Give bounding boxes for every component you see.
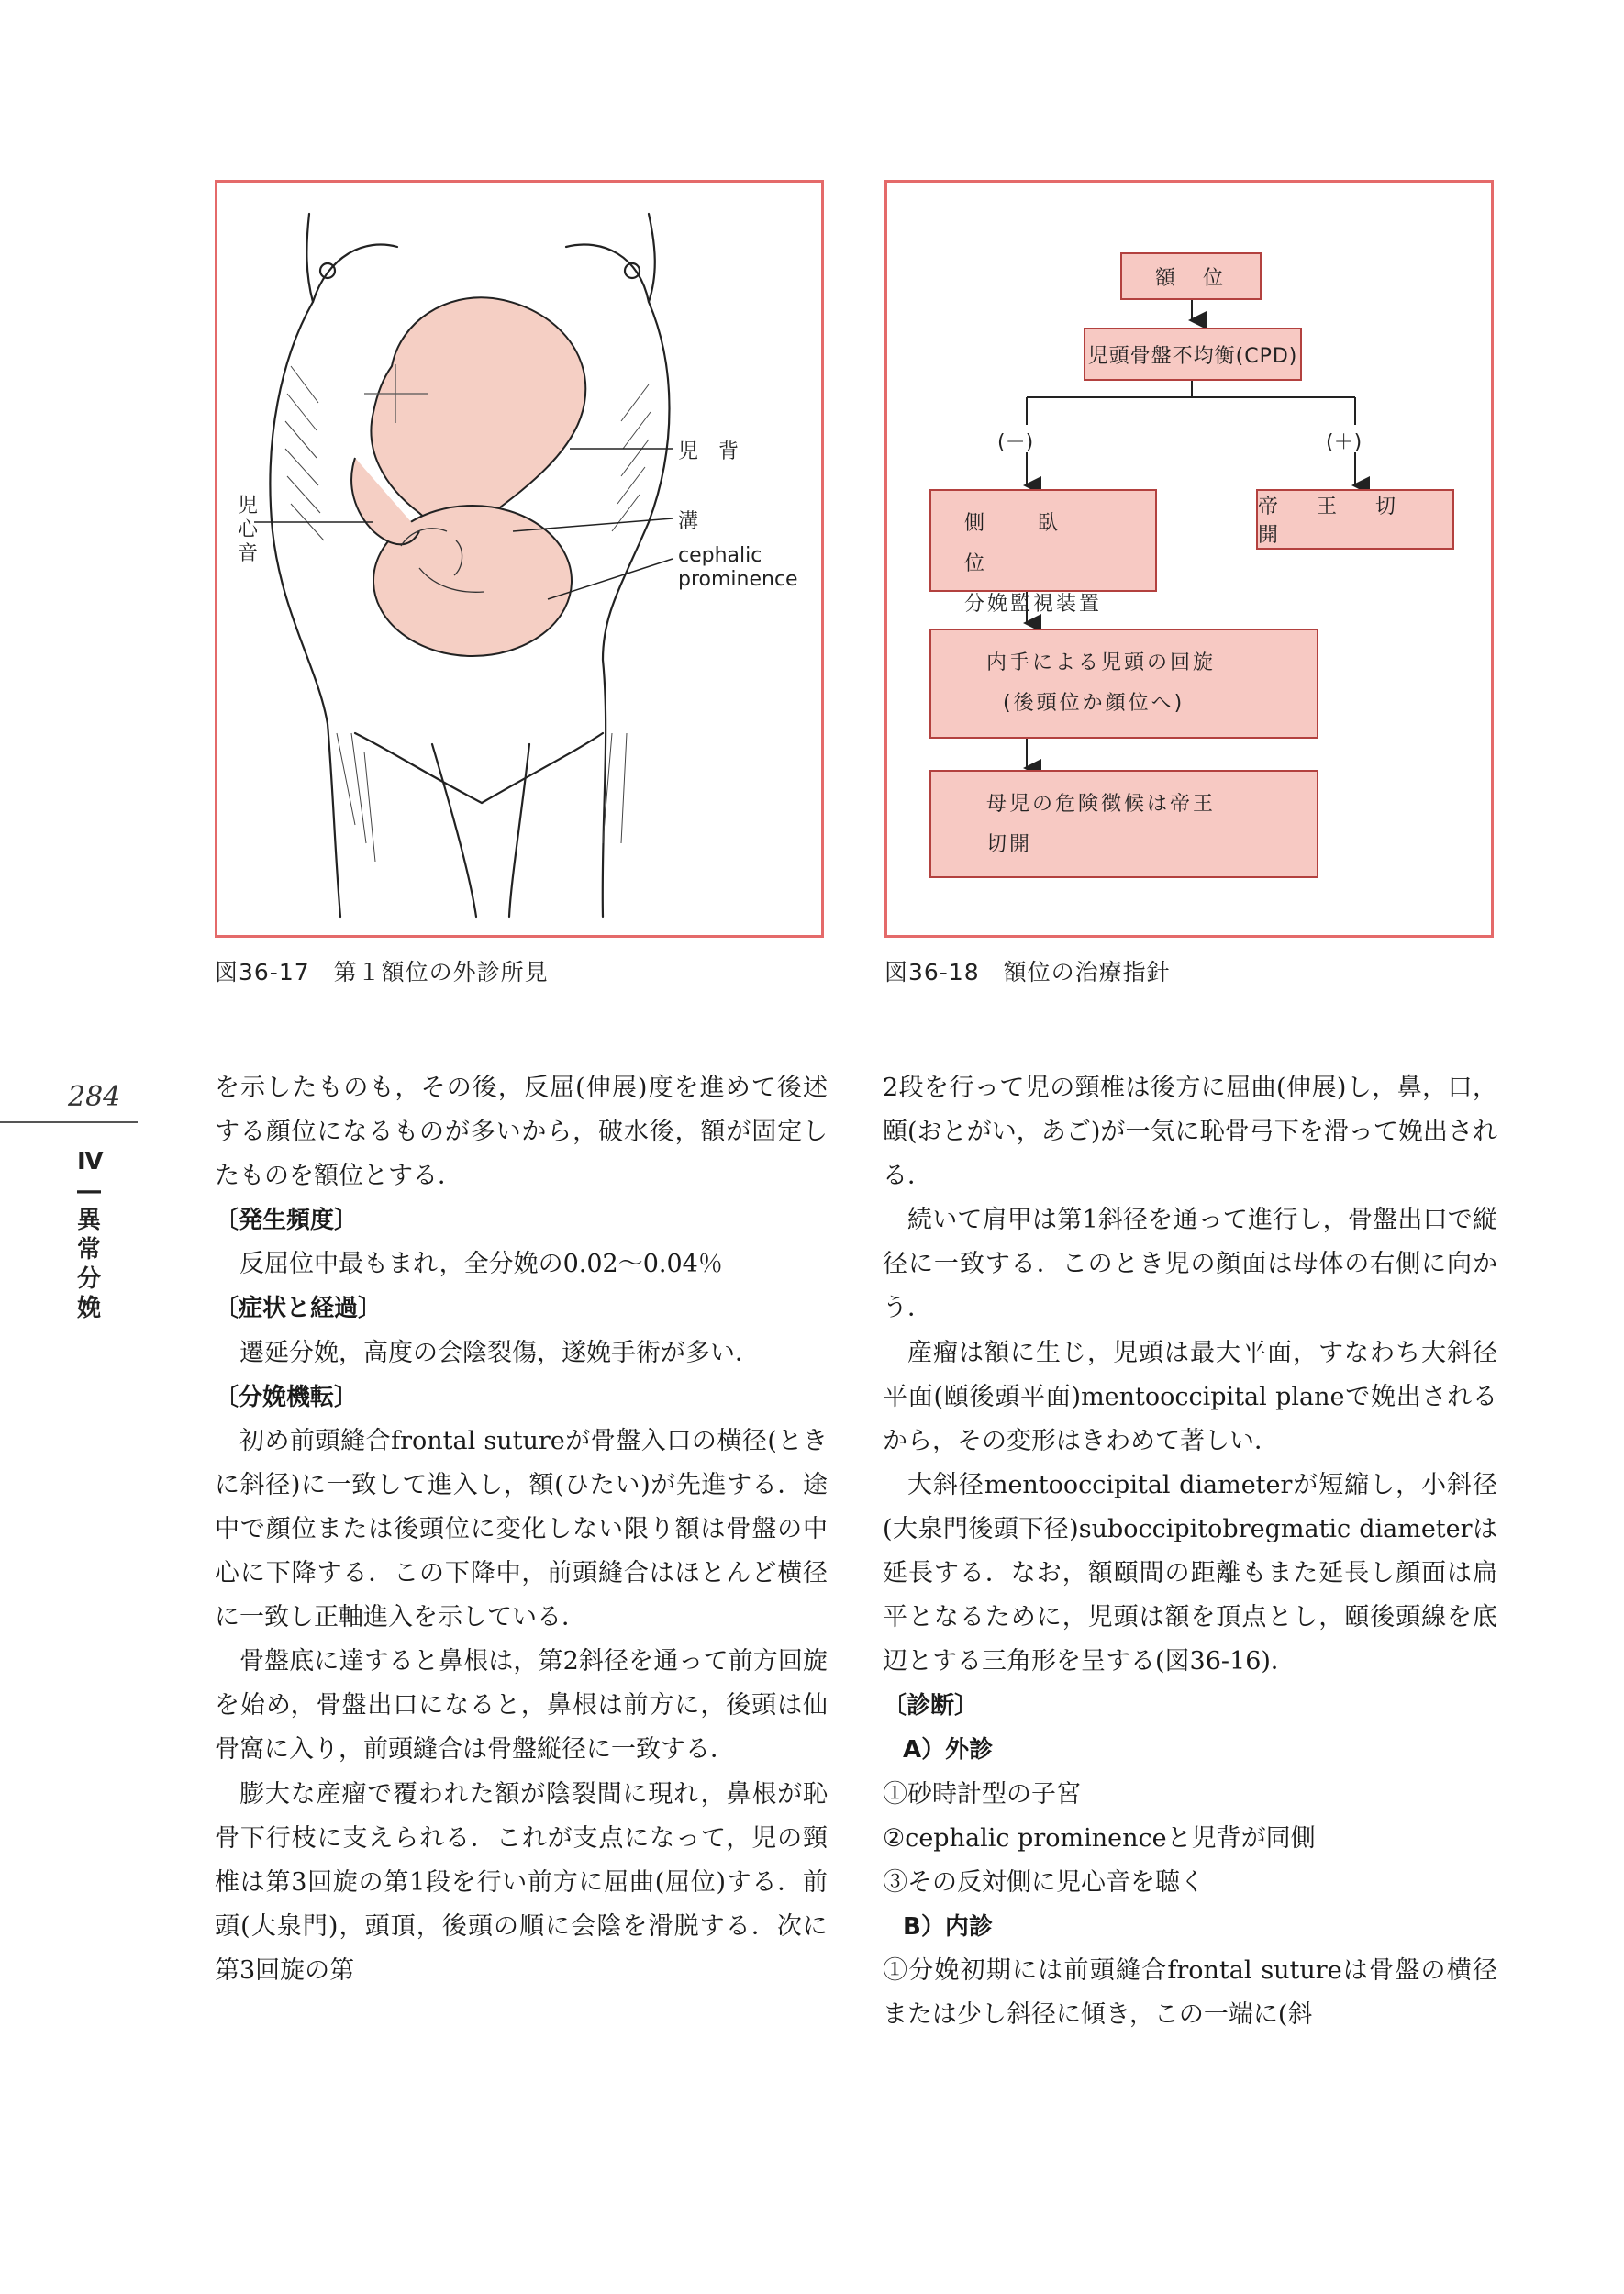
external-item-2: ②cephalic prominenceと児背が同側 [883, 1823, 1316, 1853]
flow-box-brow-presentation-text: 額 位 [1154, 266, 1227, 290]
heading-internal-exam: B）内診 [903, 1912, 993, 1941]
left-column [215, 1066, 828, 1993]
internal-item-1: ①分娩初期には前頭縫合frontal sutureは骨盤の横径または少し斜径に傾き，この一端に(斜 [883, 1955, 1497, 2029]
figure-36-17-frame [215, 180, 824, 938]
paragraph-mechanism-3: 膨大な産瘤で覆われた額が陰裂間に現れ，鼻根が恥骨下行枝に支えられる．これが支点になって，児の頸椎は第3回旋の第1段を行い前方に屈曲(屈位)する．前頭(大泉門)，頭頂，後頭の順に会陰を滑脱する．次に第3回旋の第 [215, 1779, 828, 1985]
flow-box-cpd-text: 児頭骨盤不均衡(CPD) [1087, 344, 1298, 368]
margin-rule [0, 1121, 138, 1123]
flow-box-cesarean [1256, 489, 1454, 550]
figure-36-18-frame [884, 180, 1494, 938]
flow-box-danger-line1: 母児の危険徴候は帝王 [986, 793, 1217, 816]
right-column [883, 1066, 1497, 2037]
flow-box-lateral-line1: 側 臥 位 [964, 512, 1112, 575]
label-cephalic: cephalic [678, 544, 762, 567]
paragraph-mechanism-2: 骨盤底に達すると鼻根は，第2斜径を通って前方回旋を始め，骨盤出口になると，鼻根は前方に，後頭は仙骨窩に入り，前頭縫合は骨盤縦径に一致する． [215, 1647, 828, 1765]
paragraph-diameters: 大斜径mentooccipital diameterが短縮し，小斜径(大泉門後頭下径)suboccipitobregmatic diameterは延長する．なお，額頤間の距離もまた延長し顔面は扁平となるために，児頭は額を頂点とし，頤後頭線を底辺とする三角形を呈する(図36-16)． [883, 1470, 1497, 1676]
heading-mechanism: 〔分娩機転〕 [215, 1383, 359, 1411]
label-fetal-back: 児 背 [678, 440, 740, 463]
external-item-1: ①砂時計型の子宮 [883, 1779, 1081, 1809]
external-item-3: ③その反対側に児心音を聴く [883, 1867, 1205, 1897]
page-number: 284 [68, 1081, 121, 1113]
flow-box-rotation-line1: 内手による児頭の回旋 [986, 651, 1217, 674]
paragraph-mechanism-1: 初め前頭縫合frontal sutureが骨盤入口の横径(ときに斜径)に一致して進入し，額(ひたい)が先進する．途中で顔位または後頭位に変化しない限り額は骨盤の中心に下降する．この下降中，前頭縫合はほとんど横径に一致し正軸進入を示している． [215, 1426, 828, 1632]
paragraph-symptoms: 遷延分娩，高度の会陰裂傷，遂娩手術が多い． [239, 1338, 760, 1367]
heading-diagnosis: 〔診断〕 [883, 1692, 979, 1720]
paragraph-shoulders: 続いて肩甲は第1斜径を通って進行し，骨盤出口で縦径に一致する．このとき児の顔面は母体の右側に向かう． [883, 1206, 1497, 1323]
chapter-label: Ⅳ―異常分娩 [77, 1148, 104, 1322]
flow-box-cesarean-text: 帝 王 切 開 [1258, 496, 1435, 547]
heading-external-exam: A）外診 [903, 1736, 994, 1765]
flow-box-rotation-line2: (後頭位か顔位へ) [1003, 692, 1185, 715]
paragraph-caput: 産瘤は額に生じ，児頭は最大平面，すなわち大斜径平面(頤後頭平面)mentooccipital planeで娩出されるから，その変形はきわめて著しい． [883, 1338, 1497, 1455]
heading-frequency: 〔発生頻度〕 [215, 1207, 359, 1235]
flow-box-lateral-monitoring [929, 489, 1157, 616]
flow-box-lateral-line2: 分娩監視装置 [964, 593, 1103, 616]
flow-box-manual-rotation [929, 629, 1318, 739]
flow-box-cpd [1084, 328, 1302, 381]
flow-box-danger-line2: 切開 [986, 833, 1033, 856]
flow-box-brow-presentation [1120, 252, 1262, 300]
paragraph-frequency: 反屈位中最もまれ，全分娩の0.02～0.04％ [239, 1250, 723, 1279]
flow-box-danger-signs [929, 770, 1318, 878]
label-fetal-heartbeat [238, 495, 261, 566]
heading-symptoms: 〔症状と経過〕 [215, 1295, 383, 1323]
paragraph-continued: 2段を行って児の頸椎は後方に屈曲(伸展)し，鼻，口，頤(おとがい，あご)が一気に恥骨弓下を滑って娩出される． [883, 1074, 1497, 1191]
flow-label-negative: (－) [997, 431, 1034, 454]
figure-36-18-caption: 図36-18 額位の治療指針 [884, 959, 1171, 986]
label-groove: 溝 [678, 510, 699, 533]
label-fetal-heartbeat-text: 児 心 音 [238, 495, 259, 565]
label-prominence: prominence [678, 568, 798, 591]
flow-label-positive: (＋) [1326, 431, 1363, 454]
figure-36-17-caption: 図36-17 第１額位の外診所見 [215, 959, 549, 986]
paragraph-intro: を示したものも，その後，反屈(伸展)度を進めて後述する顔位になるものが多いから，破水後，額が固定したものを額位とする． [215, 1074, 828, 1191]
